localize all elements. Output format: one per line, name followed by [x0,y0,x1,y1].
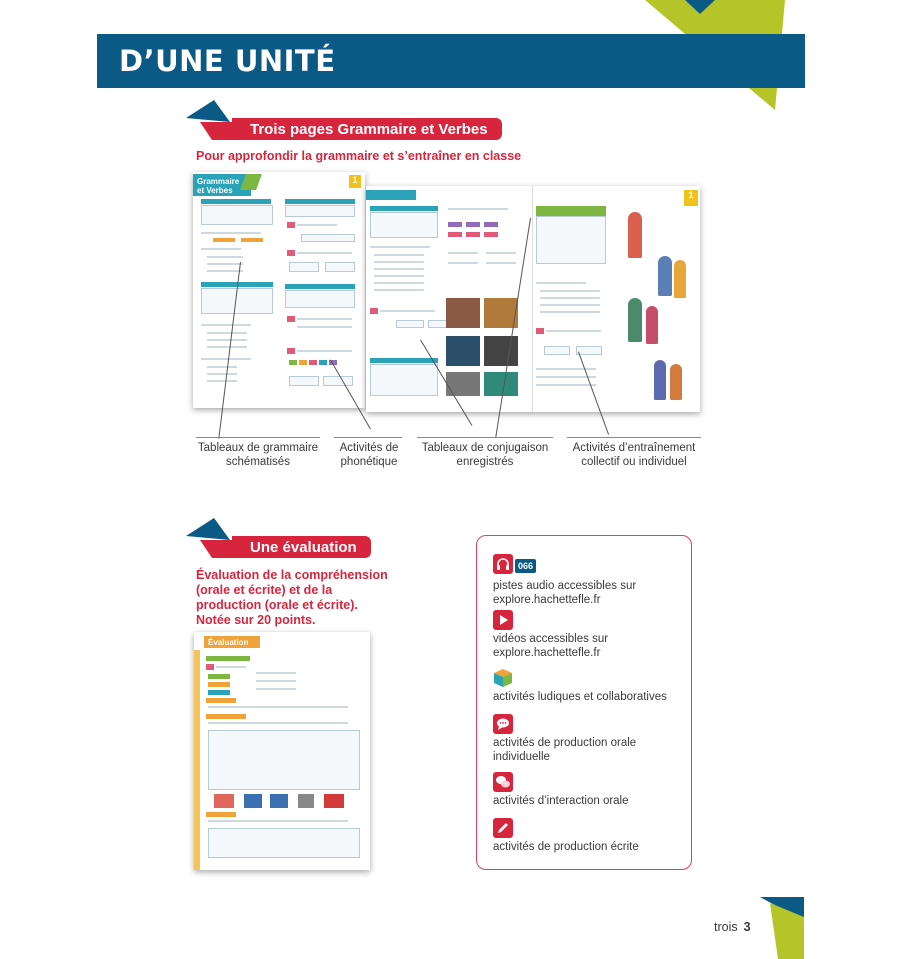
legend-oral-production: activités de production orale individuelle [493,714,683,764]
interaction-bubbles-icon [493,772,513,792]
grammar-section-heading: Trois pages Grammaire et Verbes [232,118,502,140]
evaluation-description: Évaluation de la compréhension (orale et écrite) et de la production (orale et écrite). Notée sur 20 points. [196,568,388,627]
conjugation-spread-thumbnail: 1 [366,186,700,412]
pencil-icon [493,818,513,838]
page-title: D’UNE UNITÉ [119,44,336,78]
grammar-page-thumbnail: Grammaire et Verbes 1 [193,172,365,408]
evaluation-page-thumbnail: Évaluation [194,632,370,870]
evaluation-section-heading: Une évaluation [232,536,371,558]
legend-oral-interaction: activités d’interaction orale [493,772,683,809]
legend-games: activités ludiques et collaboratives [493,668,683,705]
grammar-section-subtitle: Pour approfondir la grammaire et s’entraîner en classe [196,149,522,163]
legend-written-production: activités de production écrite [493,818,683,855]
cube-icon [493,668,513,688]
page-number: trois 3 [714,920,751,934]
caption-conjugation-tables: Tableaux de conjugaison enregistrés [421,442,549,468]
speech-bubble-icon [493,714,513,734]
legend-audio: 066 pistes audio accessibles sur explore.hachettefle.fr [493,554,683,607]
audio-track-number: 066 [515,559,536,573]
caption-phonetics: Activités de phonétique [339,442,399,468]
grammar-page-title: Grammaire et Verbes [197,177,240,195]
video-play-icon [493,610,513,630]
title-banner [97,34,805,88]
caption-grammar-tables: Tableaux de grammaire schématisés [197,442,319,468]
legend-video: vidéos accessibles sur explore.hachettefle.fr [493,610,683,660]
caption-practice-activities: Activités d’entraînement collectif ou individuel [572,442,696,468]
icon-legend [476,535,692,870]
headphones-icon [493,554,513,574]
footer-decoration [760,897,804,959]
